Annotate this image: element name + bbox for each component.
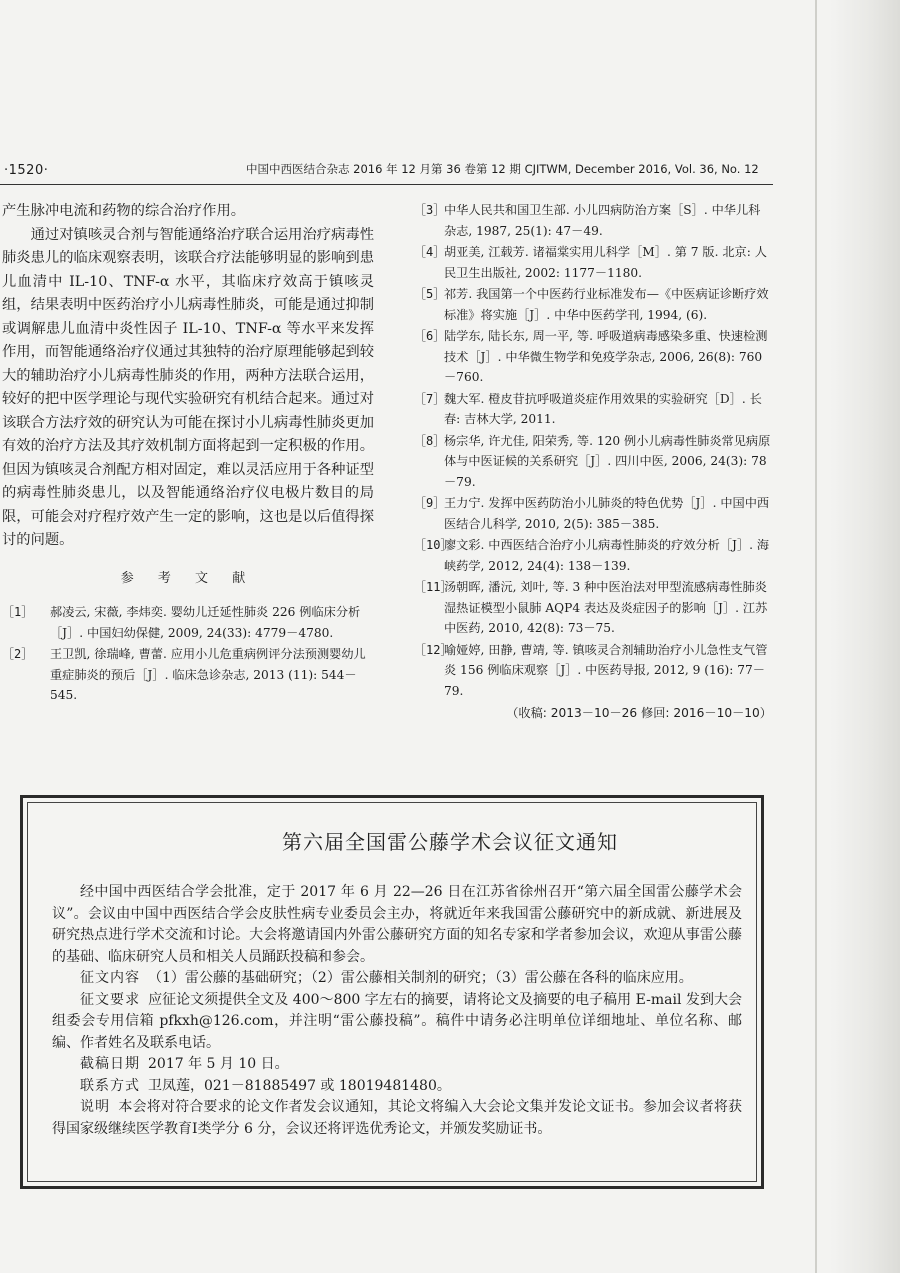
notice-item-contact xyxy=(52,1076,742,1098)
scan-page-fold xyxy=(815,0,817,1273)
reference-number: ［6］ xyxy=(414,329,446,343)
notice-item-label: 征文内容 xyxy=(80,970,140,986)
reference-text: 魏大军. 橙皮苷抗呼吸道炎症作用效果的实验研究［D］. 长春: 吉林大学, 2011. xyxy=(444,391,762,426)
notice-item-text: 2017 年 5 月 10 日。 xyxy=(148,1056,289,1072)
reference-text: 汤朝晖, 潘沅, 刘叶, 等. 3 种中医治法对甲型流感病毒性肺炎湿热证模型小鼠肺 AQP4 表达及炎症因子的影响［J］. 江苏中医药, 2010, 42(8): 73－75. xyxy=(444,580,768,635)
reference-item xyxy=(2,602,374,643)
body-paragraph-2: 通过对镇咳灵合剂与智能通络治疗联合运用治疗病毒性肺炎患儿的临床观察表明，该联合疗法能够明显的影响到患儿血清中 IL-10、TNF-α 水平，其临床疗效高于镇咳灵组，结果表明中医药治疗小儿病毒性肺炎，可能是通过抑制或调解患儿血清中炎性因子 IL-10、TNF-α 等水平来发挥作用，而智能通络治疗仪通过其独特的治疗原理能够起到较大的辅助治疗小儿病毒性肺炎的作用，两种方法联合运用，较好的把中医学理论与现代实验研究有机结合起来。通过对该联合方法疗效的研究认为可能在探讨小儿病毒性肺炎更加有效的治疗方法及其疗效机制方面将起到一定积极的作用。但因为镇咳灵合剂配方相对固定，难以灵活应用于各种证型的病毒性肺炎患儿，以及智能通络治疗仪电极片数目的局限，可能会对疗程疗效产生一定的影响，这也是以后值得探讨的问题。 xyxy=(2,226,374,548)
reference-item xyxy=(414,431,772,493)
reference-text: 杨宗华, 许尤佳, 阳荣秀, 等. 120 例小儿病毒性肺炎常见病原体与中医证候的关系研究［J］. 四川中医, 2006, 24(3): 78－79. xyxy=(444,433,771,489)
reference-number: ［9］ xyxy=(414,496,446,510)
reference-text: 中华人民共和国卫生部. 小儿四病防治方案［S］. 中华儿科杂志, 1987, 25(1): 47－49. xyxy=(444,203,761,238)
header-rule xyxy=(0,184,773,185)
reference-item xyxy=(414,242,772,283)
notice-item-text: 卫凤莲，021－81885497 或 18019481480。 xyxy=(148,1077,451,1094)
scan-page-edge xyxy=(830,0,900,1273)
reference-item xyxy=(414,493,772,534)
running-head: 中国中西医结合杂志 2016 年 12 月第 36 卷第 12 期 CJITWM, December 2016, Vol. 36, No. 12 xyxy=(246,162,759,176)
notice-item-label: 说明 xyxy=(80,1099,111,1115)
notice-item-label: 征文要求 xyxy=(80,991,141,1008)
reference-number: ［12］ xyxy=(414,642,453,657)
notice-title: 第六届全国雷公藤学术会议征文通知 xyxy=(282,830,618,854)
notice-item-label: 截稿日期 xyxy=(80,1056,140,1072)
body-paragraph-1: 产生脉冲电流和药物的综合治疗作用。 xyxy=(2,203,246,219)
notice-body xyxy=(52,882,742,1140)
notice-item-label: 联系方式 xyxy=(80,1077,140,1094)
reference-text: 祁芳. 我国第一个中医药行业标准发布—《中医病证诊断疗效标准》将实施［J］. 中华中医药学刊, 1994, (6). xyxy=(444,287,769,322)
reference-number: ［3］ xyxy=(414,203,446,217)
references-list-right xyxy=(414,200,772,701)
reference-text: 王卫凯, 徐瑞峰, 曹蕾. 应用小儿危重病例评分法预测婴幼儿重症肺炎的预后［J］. 临床急诊杂志, 2013 (11): 544－545. xyxy=(50,647,366,702)
notice-item-requirements xyxy=(52,990,742,1055)
notice-item-text: 应征论文须提供全文及 400～800 字左右的摘要，请将论文及摘要的电子稿用 E-mail 发到大会组委会专用信箱 pfkxh@126.com，并注明“雷公藤投稿”。稿件中请务必注明单位详细地址、单位名称、邮编、作者姓名及联系电话。 xyxy=(52,991,742,1051)
reference-text: 郝凌云, 宋薇, 李炜奕. 婴幼儿迁延性肺炎 226 例临床分析［J］. 中国妇幼保健, 2009, 24(33): 4779－4780. xyxy=(50,605,361,640)
reference-text: 王力宁. 发挥中医药防治小儿肺炎的特色优势［J］. 中国中西医结合儿科学, 2010, 2(5): 385－385. xyxy=(444,496,770,531)
notice-item-text: （1）雷公藤的基础研究；（2）雷公藤相关制剂的研究；（3）雷公藤在各科的临床应用。 xyxy=(148,970,693,986)
reference-item xyxy=(414,577,772,639)
references-list-left xyxy=(2,602,374,706)
notice-item-remarks xyxy=(52,1097,742,1140)
reference-item xyxy=(414,284,772,325)
notice-item-content xyxy=(52,968,742,990)
reference-number: ［1］ xyxy=(2,605,34,619)
received-dates: （收稿: 2013－10－26 修回: 2016－10－10） xyxy=(506,706,772,720)
reference-item xyxy=(414,535,772,576)
reference-number: ［8］ xyxy=(414,433,446,448)
notice-intro: 经中国中西医结合学会批准，定于 2017 年 6 月 22—26 日在江苏省徐州召开“第六届全国雷公藤学术会议”。会议由中国中西医结合学会皮肤性病专业委员会主办，将就近年来我国雷公藤研究中的新成就、新进展及研究热点进行学术交流和讨论。大会将邀请国内外雷公藤研究方面的知名专家和学者参加会议，欢迎从事雷公藤的基础、临床研究人员和相关人员踊跃投稿和参会。 xyxy=(52,884,742,965)
reference-number: ［10］ xyxy=(414,538,453,552)
reference-item xyxy=(414,389,772,430)
reference-item xyxy=(414,326,772,388)
page-number: ·1520· xyxy=(4,163,49,178)
reference-number: ［11］ xyxy=(414,580,453,594)
reference-item xyxy=(2,644,374,706)
right-column xyxy=(414,200,772,723)
reference-text: 胡亚美, 江载芳. 诸福棠实用儿科学［M］. 第 7 版. 北京: 人民卫生出版社, 2002: 1177－1180. xyxy=(444,245,767,280)
reference-item xyxy=(414,200,772,241)
reference-number: ［7］ xyxy=(414,391,446,406)
notice-item-text: 本会将对符合要求的论文作者发会议通知，其论文将编入大会论文集并发论文证书。参加会议者将获得国家级继续医学教育Ⅰ类学分 6 分，会议还将评选优秀论文，并颁发奖励证书。 xyxy=(52,1099,743,1137)
references-heading: 参 考 文 献 xyxy=(120,570,256,586)
reference-text: 陆学东, 陆长东, 周一平, 等. 呼吸道病毒感染多重、快速检测技术［J］. 中华微生物学和免疫学杂志, 2006, 26(8): 760－760. xyxy=(444,329,768,384)
left-column xyxy=(2,200,374,707)
reference-item xyxy=(414,640,772,702)
reference-text: 廖文彩. 中西医结合治疗小儿病毒性肺炎的疗效分析［J］. 海峡药学, 2012, 24(4): 138－139. xyxy=(444,538,770,573)
reference-number: ［2］ xyxy=(2,647,34,661)
reference-number: ［4］ xyxy=(414,245,446,259)
reference-number: ［5］ xyxy=(414,287,446,301)
reference-text: 喻娅婷, 田静, 曹靖, 等. 镇咳灵合剂辅助治疗小儿急性支气管炎 156 例临床观察［J］. 中医药导报, 2012, 9 (16): 77－79. xyxy=(444,642,768,698)
notice-item-deadline xyxy=(52,1054,742,1076)
